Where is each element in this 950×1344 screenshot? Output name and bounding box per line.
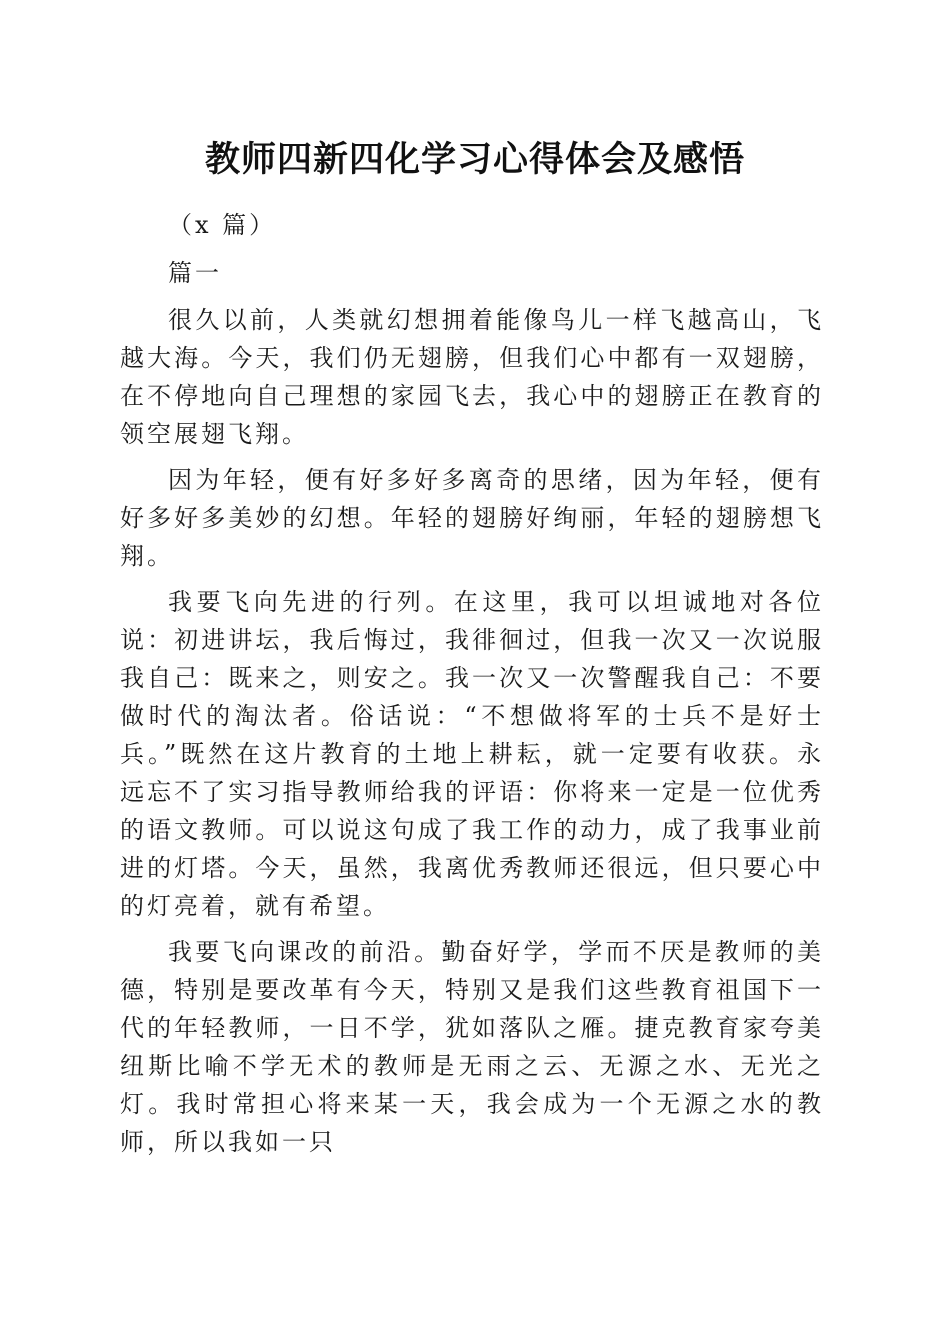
- paragraph-4: 我要飞向课改的前沿。勤奋好学，学而不厌是教师的美德，特别是要改革有今天，特别又是我们这些教育祖国下一代的年轻教师，一日不学，犹如落队之雁。捷克教育家夸美纽斯比喻不学无术的教师是无雨之云、无源之水、无光之灯。我时常担心将来某一天，我会成为一个无源之水的教师，所以我如一只: [120, 938, 824, 1156]
- section-label: 篇一: [168, 259, 222, 287]
- document-title: 教师四新四化学习心得体会及感悟: [204, 139, 745, 180]
- count-note: （x 篇）: [168, 211, 277, 239]
- document-body: [120, 206, 824, 1161]
- paragraph-1: 很久以前，人类就幻想拥着能像鸟儿一样飞越高山，飞越大海。今天，我们仍无翅膀，但我们心中都有一双翅膀，在不停地向自己理想的家园飞去，我心中的翅膀正在教育的领空展翅飞翔。: [120, 306, 824, 448]
- paragraph-3: 我要飞向先进的行列。在这里，我可以坦诚地对各位说：初进讲坛，我后悔过，我徘徊过，但我一次又一次说服我自己：既来之，则安之。我一次又一次警醒我自己：不要做时代的淘汰者。俗话说：“不想做将军的士兵不是好士兵。”既然在这片教育的土地上耕耘，就一定要有收获。永远忘不了实习指导教师给我的评语：你将来一定是一位优秀的语文教师。可以说这句成了我工作的动力，成了我事业前进的灯塔。今天，虽然，我离优秀教师还很远，但只要心中的灯亮着，就有希望。: [120, 588, 824, 920]
- paragraph-2: 因为年轻，便有好多好多离奇的思绪，因为年轻，便有好多好多美妙的幻想。年轻的翅膀好绚丽，年轻的翅膀想飞翔。: [120, 466, 824, 570]
